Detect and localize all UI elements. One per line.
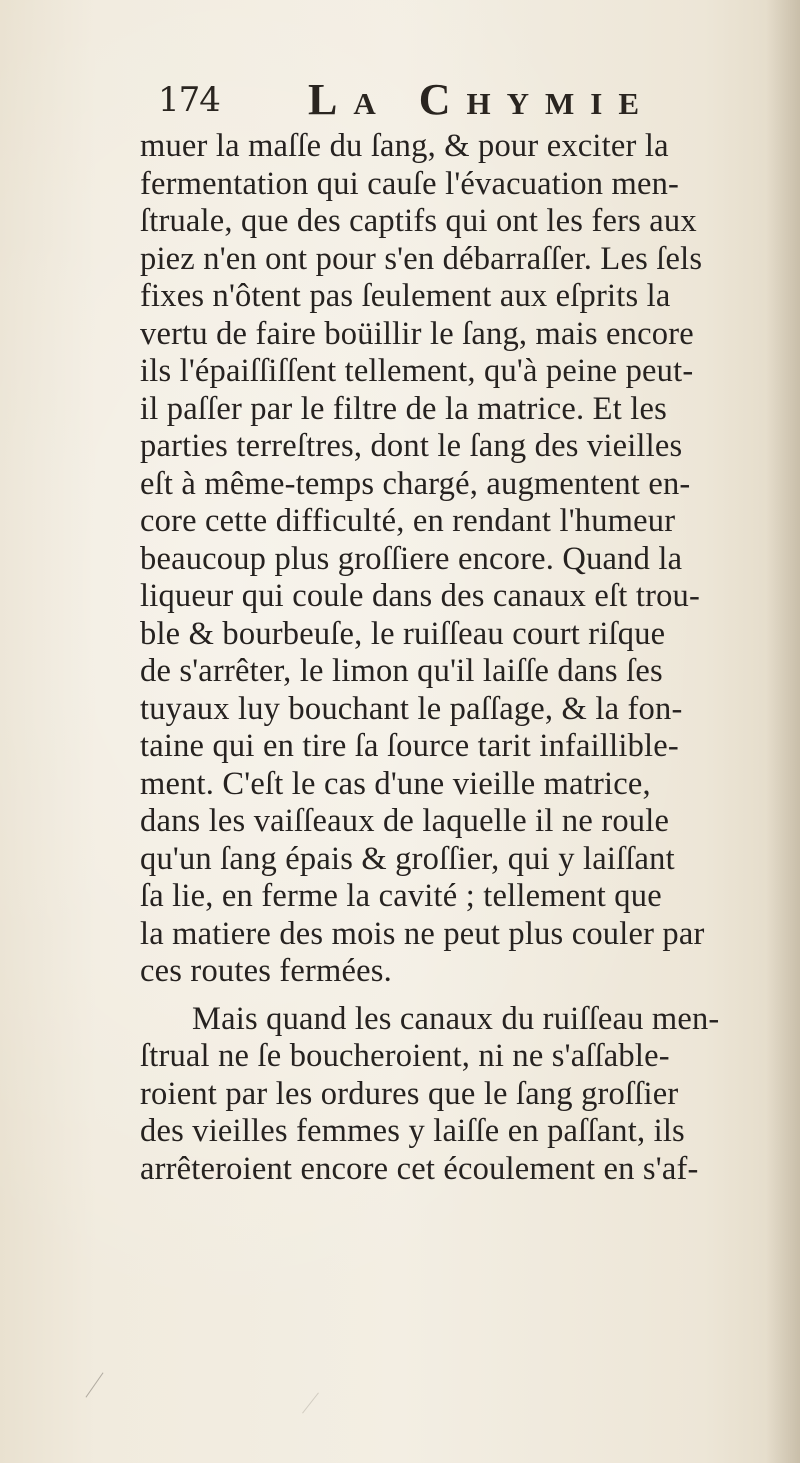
text-line: ſtruale, que des captifs qui ont les fers aux bbox=[140, 203, 697, 239]
text-line: de s'arrêter, le limon qu'il laiſſe dans ſes bbox=[140, 653, 663, 689]
page-number: 174 bbox=[158, 80, 220, 120]
text-line: liqueur qui coule dans des canaux eſt trou- bbox=[140, 578, 701, 614]
paragraph-2 bbox=[140, 1001, 795, 1189]
text-line: muer la maſſe du ſang, & pour exciter la bbox=[140, 128, 669, 164]
text-line: ſa lie, en ferme la cavité ; tellement que bbox=[140, 878, 662, 914]
body-text bbox=[140, 128, 795, 1188]
text-line: roient par les ordures que le ſang groſſier bbox=[140, 1075, 679, 1112]
text-line: ble & bourbeuſe, le ruiſſeau court riſque bbox=[140, 615, 666, 652]
text-line: des vieilles femmes y laiſſe en paſſant, ils bbox=[140, 1113, 685, 1149]
page-header bbox=[158, 74, 678, 126]
paragraph-gap bbox=[140, 991, 795, 1001]
paper-mark bbox=[85, 1372, 103, 1397]
text-line: piez n'en ont pour s'en débarraſſer. Les ſels bbox=[140, 240, 703, 277]
text-line: ces routes fermées. bbox=[140, 953, 392, 989]
text-line: dans les vaiſſeaux de laquelle il ne roule bbox=[140, 803, 670, 839]
running-title: La Chymie bbox=[308, 75, 656, 124]
text-line: ment. C'eſt le cas d'une vieille matrice, bbox=[140, 765, 651, 802]
paragraph-1 bbox=[140, 128, 795, 991]
text-line: parties terreſtres, dont le ſang des vieilles bbox=[140, 428, 683, 464]
text-line: core cette difficulté, en rendant l'humeur bbox=[140, 503, 676, 539]
text-line: qu'un ſang épais & groſſier, qui y laiſſant bbox=[140, 840, 675, 877]
text-line: Mais quand les canaux du ruiſſeau men- bbox=[192, 1000, 720, 1037]
paper-mark bbox=[302, 1392, 319, 1413]
text-line: fixes n'ôtent pas ſeulement aux eſprits la bbox=[140, 278, 671, 314]
text-line: eſt à même-temps chargé, augmentent en- bbox=[140, 465, 691, 502]
text-line: tuyaux luy bouchant le paſſage, & la fon- bbox=[140, 690, 683, 727]
text-line: taine qui en tire ſa ſource tarit infaillible- bbox=[140, 728, 679, 764]
text-line: ſtrual ne ſe boucheroient, ni ne s'aſſable- bbox=[140, 1038, 670, 1074]
text-line: beaucoup plus groſſiere encore. Quand la bbox=[140, 540, 683, 577]
text-line: la matiere des mois ne peut plus couler par bbox=[140, 915, 705, 952]
text-line: arrêteroient encore cet écoulement en s'af- bbox=[140, 1150, 699, 1187]
text-line: ils l'épaiſſiſſent tellement, qu'à peine peut- bbox=[140, 353, 694, 389]
text-line: il paſſer par le filtre de la matrice. Et les bbox=[140, 390, 667, 427]
text-line: fermentation qui cauſe l'évacuation men- bbox=[140, 165, 680, 202]
text-line: vertu de faire boüillir le ſang, mais encore bbox=[140, 315, 694, 352]
